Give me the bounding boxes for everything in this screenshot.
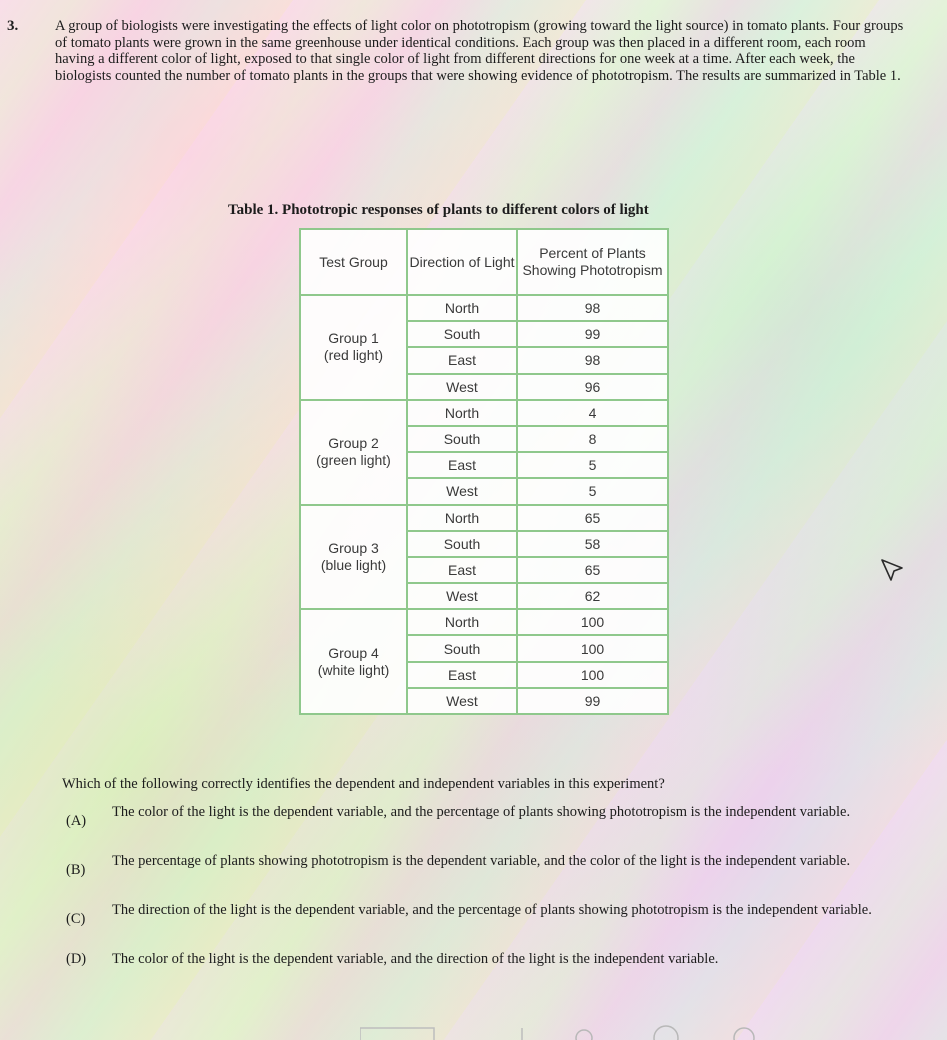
- group-cell: [300, 505, 407, 610]
- percent-cell: 99: [517, 688, 668, 714]
- percent-cell: 5: [517, 452, 668, 478]
- header-percent: Percent of Plants Showing Phototropism: [517, 229, 668, 295]
- direction-cell: West: [407, 374, 517, 400]
- direction-cell: West: [407, 478, 517, 504]
- phototropism-table: [299, 228, 669, 715]
- percent-cell: 100: [517, 635, 668, 661]
- choice-label: (C): [66, 911, 86, 927]
- group-light: (white light): [317, 661, 390, 678]
- percent-cell: 5: [517, 478, 668, 504]
- percent-cell: 58: [517, 531, 668, 557]
- bottom-toolbar-decor: [360, 1022, 780, 1040]
- choice-label: (D): [66, 951, 87, 967]
- direction-cell: North: [407, 505, 517, 531]
- group-cell: [300, 400, 407, 505]
- question-number: 3.: [7, 18, 19, 34]
- percent-cell: 65: [517, 505, 668, 531]
- group-light: (red light): [323, 347, 384, 364]
- direction-cell: South: [407, 321, 517, 347]
- table-row: [300, 400, 668, 426]
- direction-cell: East: [407, 452, 517, 478]
- table-row: [300, 295, 668, 321]
- direction-cell: North: [407, 295, 517, 321]
- group-light: (green light): [316, 452, 391, 469]
- direction-cell: South: [407, 426, 517, 452]
- direction-cell: South: [407, 635, 517, 661]
- group-cell: [300, 295, 407, 400]
- percent-cell: 65: [517, 557, 668, 583]
- group-light: (blue light): [320, 556, 387, 573]
- group-name: Group 2: [328, 435, 379, 452]
- choice-label: (B): [66, 862, 86, 878]
- choice-text: The color of the light is the dependent variable, and the percentage of plants showing phototropism is the independent variable.: [112, 804, 851, 820]
- table-row: [300, 505, 668, 531]
- choice-text: The percentage of plants showing phototropism is the dependent variable, and the color of the light is the independent variable.: [112, 853, 851, 869]
- group-name: Group 1: [328, 330, 379, 347]
- table-row: [300, 609, 668, 635]
- percent-cell: 8: [517, 426, 668, 452]
- group-cell: [300, 609, 407, 714]
- percent-cell: 98: [517, 347, 668, 373]
- percent-cell: 62: [517, 583, 668, 609]
- direction-cell: East: [407, 347, 517, 373]
- choice-text: The color of the light is the dependent variable, and the direction of the light is the independent variable.: [112, 951, 719, 967]
- percent-cell: 4: [517, 400, 668, 426]
- header-test-group: Test Group: [300, 229, 407, 295]
- table-title: Table 1. Phototropic responses of plants to different colors of light: [228, 202, 649, 218]
- mouse-pointer-icon: [880, 558, 906, 586]
- question-prompt: Which of the following correctly identifies the dependent and independent variables in this experiment?: [62, 776, 665, 792]
- direction-cell: West: [407, 688, 517, 714]
- direction-cell: South: [407, 531, 517, 557]
- direction-cell: North: [407, 609, 517, 635]
- percent-cell: 98: [517, 295, 668, 321]
- direction-cell: East: [407, 662, 517, 688]
- direction-cell: North: [407, 400, 517, 426]
- question-stem: A group of biologists were investigating the effects of light color on phototropism (growing toward the light source) in tomato plants. Four groups of tomato plants were grown in the same greenhouse under identical conditions. Each group was then placed in a different room, each room having a different color of light, exposed to that single color of light from different directions for one week at a time. After each week, the biologists counted the number of tomato plants in the groups that were showing evidence of phototropism. The results are summarized in Table 1.: [55, 18, 904, 84]
- choice-text: The direction of the light is the dependent variable, and the percentage of plants showing phototropism is the independent variable.: [112, 902, 872, 918]
- group-name: Group 4: [328, 644, 379, 661]
- percent-cell: 100: [517, 609, 668, 635]
- direction-cell: West: [407, 583, 517, 609]
- percent-cell: 100: [517, 662, 668, 688]
- percent-cell: 99: [517, 321, 668, 347]
- header-direction: Direction of Light: [407, 229, 517, 295]
- percent-cell: 96: [517, 374, 668, 400]
- choice-label: (A): [66, 813, 87, 829]
- direction-cell: East: [407, 557, 517, 583]
- table-header-row: [300, 229, 668, 295]
- group-name: Group 3: [328, 539, 379, 556]
